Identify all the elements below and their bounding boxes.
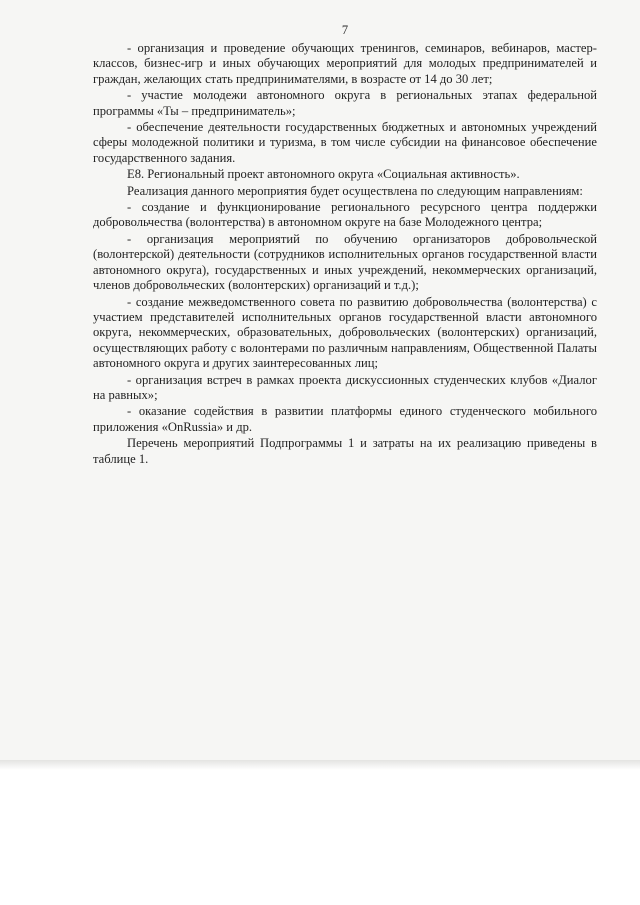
page-number: 7 — [341, 23, 349, 37]
paragraph-bullet-resource-center: - создание и функционирование регионального ресурсного центра поддержки добровольчества (волонтерства) в автономном округе на базе Молодежного центра; — [93, 200, 597, 230]
paragraph-project-heading: Е8. Региональный проект автономного округа «Социальная активность». — [127, 167, 520, 182]
paragraph-bullet-mobile-app: - оказание содействия в развитии платформы единого студенческого мобильного приложения «OnRussia» и др. — [93, 404, 597, 434]
paragraph-bullet-youth-participation: - участие молодежи автономного округа в региональных этапах федеральной программы «Ты – предприниматель»; — [93, 88, 597, 118]
paragraph-directions-intro: Реализация данного мероприятия будет осуществлена по следующим направлениям: — [127, 183, 583, 198]
paragraph-bullet-organizer-training: - организация мероприятий по обучению организаторов добровольческой (волонтерской) деятельности (сотрудников исполнительных органов государственной власти автономного округа), государственных и иных учреждений, некоммерческих организаций, членов добровольческих (волонтерских) организаций и т.д.); — [93, 231, 597, 293]
paragraph-table-reference: Перечень мероприятий Подпрограммы 1 и затраты на их реализацию приведены в таблице 1. — [93, 436, 597, 466]
page-bottom-edge — [0, 760, 640, 770]
paragraph-bullet-council: - создание межведомственного совета по развитию добровольчества (волонтерства) с участием представителей исполнительных органов государственной власти автономного округа, некоммерческих, образовательных, добровольческих (волонтерских) организаций, осуществляющих работу с волонтерами по различным направлениям, Общественной Палаты автономного округа и других заинтересованных лиц; — [93, 294, 597, 371]
paragraph-bullet-dialogue-clubs: - организация встреч в рамках проекта дискуссионных студенческих клубов «Диалог на равных»; — [93, 372, 597, 402]
paragraph-bullet-institutions: - обеспечение деятельности государственных бюджетных и автономных учреждений сферы молодежной политики и туризма, в том числе субсидии на финансовое обеспечение государственного задания. — [93, 120, 597, 165]
paragraph-bullet-training: - организация и проведение обучающих тренингов, семинаров, вебинаров, мастер-классов, бизнес-игр и иных обучающих мероприятий для молодых предпринимателей и граждан, желающих стать предпринимателями, в возрасте от 14 до 30 лет; — [93, 41, 597, 86]
document-body — [93, 41, 597, 467]
